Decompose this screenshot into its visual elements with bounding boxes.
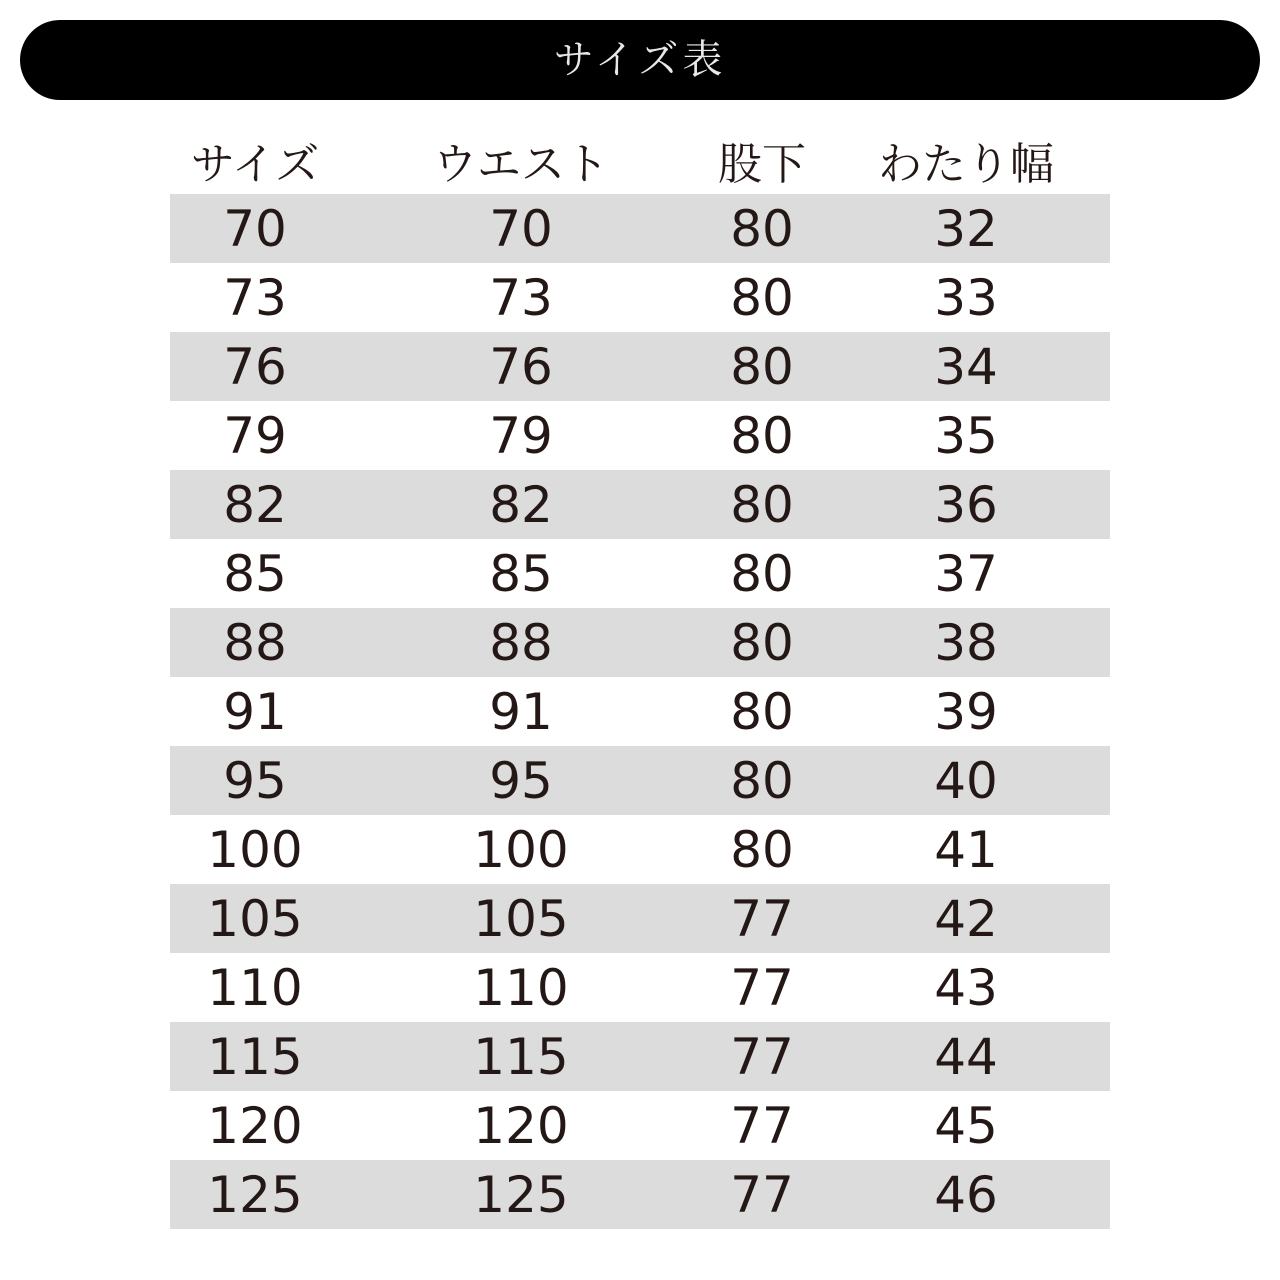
table-row [170, 884, 1110, 953]
page-title: サイズ表 [553, 37, 727, 83]
cell-size: 88 [170, 608, 340, 677]
cell-inseam: 80 [730, 544, 794, 603]
cell-thigh-width: 33 [934, 268, 998, 327]
cell-waist: 82 [340, 470, 702, 539]
cell-thigh-width: 34 [822, 332, 1110, 401]
cell-thigh-width: 32 [822, 194, 1110, 263]
cell-size: 125 [170, 1160, 340, 1229]
cell-thigh-width: 37 [934, 544, 998, 603]
cell-size: 120 [207, 1096, 303, 1155]
cell-waist: 110 [473, 958, 569, 1017]
cell-size: 115 [170, 1022, 340, 1091]
table-row [170, 1022, 1110, 1091]
cell-thigh-width: 46 [822, 1160, 1110, 1229]
cell-thigh-width: 41 [934, 820, 998, 879]
table-row [170, 470, 1110, 539]
cell-thigh-width: 36 [822, 470, 1110, 539]
cell-inseam: 77 [702, 884, 822, 953]
cell-thigh-width: 35 [934, 406, 998, 465]
header-size: サイズ [190, 139, 320, 190]
table-row [170, 815, 1110, 884]
header-waist: ウエスト [433, 139, 609, 190]
cell-inseam: 77 [730, 1096, 794, 1155]
table-row [170, 194, 1110, 263]
cell-inseam: 77 [730, 958, 794, 1017]
table-row [170, 677, 1110, 746]
cell-size: 100 [207, 820, 303, 879]
cell-size: 76 [170, 332, 340, 401]
cell-inseam: 80 [702, 332, 822, 401]
table-row [170, 401, 1110, 470]
table-row [170, 608, 1110, 677]
size-table [170, 126, 1110, 1229]
cell-size: 79 [223, 406, 287, 465]
cell-waist: 120 [473, 1096, 569, 1155]
cell-size: 105 [170, 884, 340, 953]
header-thigh-width: わたり幅 [878, 139, 1054, 190]
cell-waist: 115 [340, 1022, 702, 1091]
cell-waist: 100 [473, 820, 569, 879]
cell-inseam: 77 [702, 1160, 822, 1229]
cell-waist: 125 [340, 1160, 702, 1229]
cell-size: 91 [223, 682, 287, 741]
table-body [170, 194, 1110, 1229]
cell-waist: 79 [489, 406, 553, 465]
cell-size: 110 [207, 958, 303, 1017]
title-bar [20, 20, 1260, 100]
table-header-row [170, 126, 1110, 194]
cell-inseam: 80 [702, 608, 822, 677]
cell-waist: 91 [489, 682, 553, 741]
cell-size: 82 [170, 470, 340, 539]
cell-inseam: 80 [702, 746, 822, 815]
cell-inseam: 80 [730, 406, 794, 465]
cell-inseam: 80 [702, 470, 822, 539]
cell-inseam: 80 [730, 820, 794, 879]
header-inseam: 股下 [718, 139, 806, 190]
cell-inseam: 77 [702, 1022, 822, 1091]
cell-thigh-width: 40 [822, 746, 1110, 815]
cell-thigh-width: 39 [934, 682, 998, 741]
cell-thigh-width: 38 [822, 608, 1110, 677]
cell-waist: 70 [340, 194, 702, 263]
cell-size: 85 [223, 544, 287, 603]
cell-size: 73 [223, 268, 287, 327]
table-row [170, 539, 1110, 608]
cell-inseam: 80 [730, 268, 794, 327]
cell-thigh-width: 43 [934, 958, 998, 1017]
table-row [170, 332, 1110, 401]
cell-waist: 95 [340, 746, 702, 815]
table-row [170, 1160, 1110, 1229]
cell-waist: 85 [489, 544, 553, 603]
table-row [170, 746, 1110, 815]
cell-waist: 76 [340, 332, 702, 401]
cell-thigh-width: 44 [822, 1022, 1110, 1091]
table-row [170, 1091, 1110, 1160]
table-row [170, 953, 1110, 1022]
cell-thigh-width: 42 [822, 884, 1110, 953]
table-row [170, 263, 1110, 332]
cell-size: 95 [170, 746, 340, 815]
cell-waist: 105 [340, 884, 702, 953]
cell-waist: 73 [489, 268, 553, 327]
cell-size: 70 [170, 194, 340, 263]
cell-inseam: 80 [702, 194, 822, 263]
cell-inseam: 80 [730, 682, 794, 741]
cell-waist: 88 [340, 608, 702, 677]
cell-thigh-width: 45 [934, 1096, 998, 1155]
